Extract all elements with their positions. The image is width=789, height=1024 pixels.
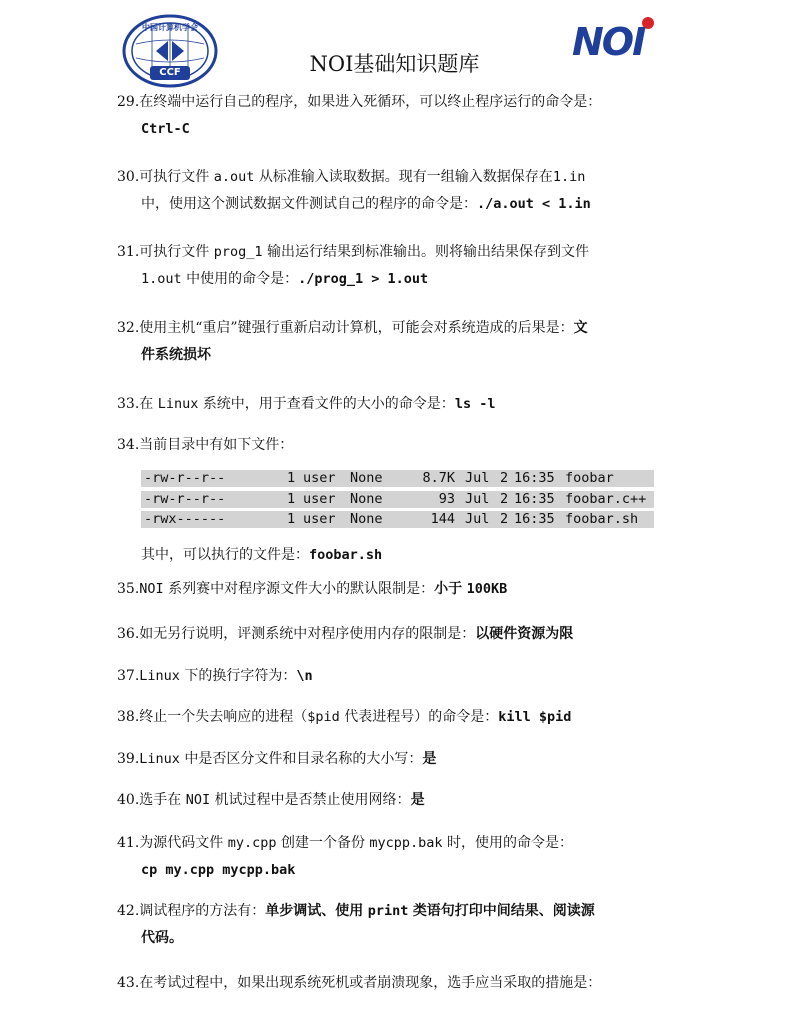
code-text: 1.in bbox=[552, 169, 586, 185]
question-number: 37. bbox=[117, 668, 140, 684]
file-day: 2 bbox=[500, 511, 509, 527]
answer: 类语句打印中间结果、阅读源 bbox=[412, 903, 595, 919]
code-text: a.out bbox=[213, 169, 255, 185]
question-number: 35. bbox=[117, 581, 140, 597]
code-text: Linux bbox=[157, 396, 199, 412]
file-size: 93 bbox=[438, 490, 455, 507]
question-text: 为源代码文件 bbox=[139, 835, 224, 851]
file-links: 1 bbox=[287, 490, 296, 507]
answer: ./prog_1 > 1.out bbox=[298, 271, 429, 287]
file-permissions: -rwx------ bbox=[144, 511, 226, 527]
file-month: Jul bbox=[465, 470, 490, 486]
question-text: 中是否区分文件和目录名称的大小写： bbox=[184, 751, 423, 767]
question-29 bbox=[117, 89, 665, 143]
question-38 bbox=[117, 704, 665, 731]
file-group: None bbox=[350, 490, 383, 507]
question-37 bbox=[117, 663, 665, 690]
question-text: 中使用的命令是： bbox=[186, 271, 299, 287]
question-text: 系统中，用于查看文件的大小的命令是： bbox=[202, 396, 455, 412]
question-text: 在考试过程中，如果出现系统死机或者崩溃现象，选手应当采取的措施是： bbox=[139, 975, 602, 991]
question-text: 机试过程中是否禁止使用网络： bbox=[214, 792, 411, 808]
question-number: 30. bbox=[117, 169, 140, 185]
question-text: 使用主机“重启”键强行重新启动计算机，可能会对系统造成的后果是： bbox=[139, 320, 574, 336]
answer: 小于 bbox=[434, 581, 463, 597]
question-text: 代表进程号）的命令是： bbox=[344, 709, 499, 725]
question-41 bbox=[117, 830, 665, 884]
question-number: 34. bbox=[117, 437, 140, 453]
file-links: 1 bbox=[287, 470, 296, 486]
answer: cp my.cpp mycpp.bak bbox=[141, 862, 296, 878]
answer: 文 bbox=[573, 320, 588, 336]
question-text: 可执行文件 bbox=[139, 169, 210, 185]
question-number: 40. bbox=[117, 792, 140, 808]
file-listing-row bbox=[141, 491, 654, 508]
question-text: 如无另行说明，评测系统中对程序使用内存的限制是： bbox=[139, 626, 476, 642]
file-listing bbox=[141, 470, 654, 532]
file-name: foobar.c++ bbox=[565, 490, 647, 507]
question-text: 输出运行结果到标准输出。则将输出结果保存到文件 bbox=[266, 244, 589, 260]
file-time: 16:35 bbox=[514, 511, 555, 527]
answer: 是 bbox=[422, 751, 437, 767]
file-day: 2 bbox=[500, 490, 509, 507]
file-size: 144 bbox=[430, 511, 455, 527]
question-text: 从标准输入读取数据。现有一组输入数据保存在 bbox=[258, 169, 553, 185]
question-number: 36. bbox=[117, 626, 140, 642]
question-number: 43. bbox=[117, 975, 140, 991]
question-31 bbox=[117, 239, 665, 293]
answer: 单步调试、使用 bbox=[265, 903, 364, 919]
file-month: Jul bbox=[465, 511, 490, 527]
question-number: 42. bbox=[117, 903, 140, 919]
answer: foobar.sh bbox=[309, 547, 383, 563]
file-user: user bbox=[303, 490, 336, 507]
question-32 bbox=[117, 315, 665, 369]
question-text: 当前目录中有如下文件： bbox=[139, 437, 294, 453]
answer: 代码。 bbox=[141, 930, 183, 946]
answer: 是 bbox=[410, 792, 425, 808]
answer: kill $pid bbox=[498, 709, 572, 725]
question-33 bbox=[117, 391, 665, 418]
file-name: foobar bbox=[565, 470, 614, 486]
file-user: user bbox=[303, 511, 336, 527]
answer: 件系统损坏 bbox=[141, 347, 211, 363]
question-text: 选手在 bbox=[139, 792, 182, 808]
question-34-answer bbox=[117, 542, 665, 569]
code-text: Linux bbox=[139, 751, 180, 767]
question-text: 在终端中运行自己的程序，如果进入死循环，可以终止程序运行的命令是： bbox=[139, 94, 602, 110]
question-43 bbox=[117, 970, 665, 997]
question-42 bbox=[117, 898, 665, 952]
code-text: mycpp.bak bbox=[369, 835, 443, 851]
question-number: 31. bbox=[117, 244, 140, 260]
file-user: user bbox=[303, 470, 336, 486]
code-text: prog_1 bbox=[213, 244, 263, 260]
question-30 bbox=[117, 164, 665, 218]
file-time: 16:35 bbox=[514, 470, 555, 486]
code-text: NOI bbox=[139, 581, 164, 597]
answer: 以硬件资源为限 bbox=[475, 626, 574, 642]
answer: Ctrl-C bbox=[141, 121, 190, 137]
question-text: 可执行文件 bbox=[139, 244, 210, 260]
file-listing-row bbox=[141, 511, 654, 528]
file-name: foobar.sh bbox=[565, 511, 639, 527]
file-month: Jul bbox=[465, 490, 490, 507]
question-number: 32. bbox=[117, 320, 140, 336]
question-36 bbox=[117, 621, 665, 648]
answer: 100KB bbox=[466, 581, 508, 597]
answer: ls -l bbox=[454, 396, 496, 412]
file-day: 2 bbox=[500, 470, 509, 486]
question-text: 创建一个备份 bbox=[280, 835, 365, 851]
question-40 bbox=[117, 787, 665, 814]
file-links: 1 bbox=[287, 511, 296, 527]
answer: print bbox=[367, 903, 409, 919]
question-number: 29. bbox=[117, 94, 140, 110]
question-number: 39. bbox=[117, 751, 140, 767]
question-text: 时，使用的命令是： bbox=[447, 835, 574, 851]
question-35 bbox=[117, 576, 665, 603]
file-size: 8.7K bbox=[422, 470, 455, 486]
question-text: 在 bbox=[139, 396, 154, 412]
file-group: None bbox=[350, 470, 383, 486]
code-text: $pid bbox=[307, 709, 340, 725]
file-time: 16:35 bbox=[514, 490, 555, 507]
file-permissions: -rw-r--r-- bbox=[144, 470, 226, 486]
ccf-logo-text-top: 中国计算机学会 bbox=[142, 23, 198, 32]
question-text: 中，使用这个测试数据文件测试自己的程序的命令是： bbox=[141, 196, 477, 212]
file-group: None bbox=[350, 511, 383, 527]
question-number: 41. bbox=[117, 835, 140, 851]
question-number: 38. bbox=[117, 709, 140, 725]
question-text: 下的换行字符为： bbox=[184, 668, 297, 684]
code-text: Linux bbox=[139, 668, 180, 684]
question-text: 终止一个失去响应的进程（ bbox=[139, 709, 308, 725]
code-text: my.cpp bbox=[227, 835, 277, 851]
page-title: NOI基础知识题库 bbox=[309, 52, 480, 76]
answer: ./a.out < 1.in bbox=[477, 196, 591, 212]
question-39 bbox=[117, 746, 665, 773]
file-listing-row bbox=[141, 470, 654, 487]
noi-logo-text: NOI bbox=[572, 20, 645, 64]
question-number: 33. bbox=[117, 396, 140, 412]
question-text: 系列赛中对程序源文件大小的默认限制是： bbox=[168, 581, 435, 597]
code-text: 1.out bbox=[141, 271, 182, 287]
file-permissions: -rw-r--r-- bbox=[144, 490, 226, 507]
ccf-logo-text-bottom: CCF bbox=[159, 67, 181, 78]
question-34 bbox=[117, 432, 665, 459]
question-text: 其中，可以执行的文件是： bbox=[141, 547, 309, 563]
code-text: NOI bbox=[185, 792, 211, 808]
question-text: 调试程序的方法有： bbox=[139, 903, 266, 919]
answer: \n bbox=[296, 668, 313, 684]
